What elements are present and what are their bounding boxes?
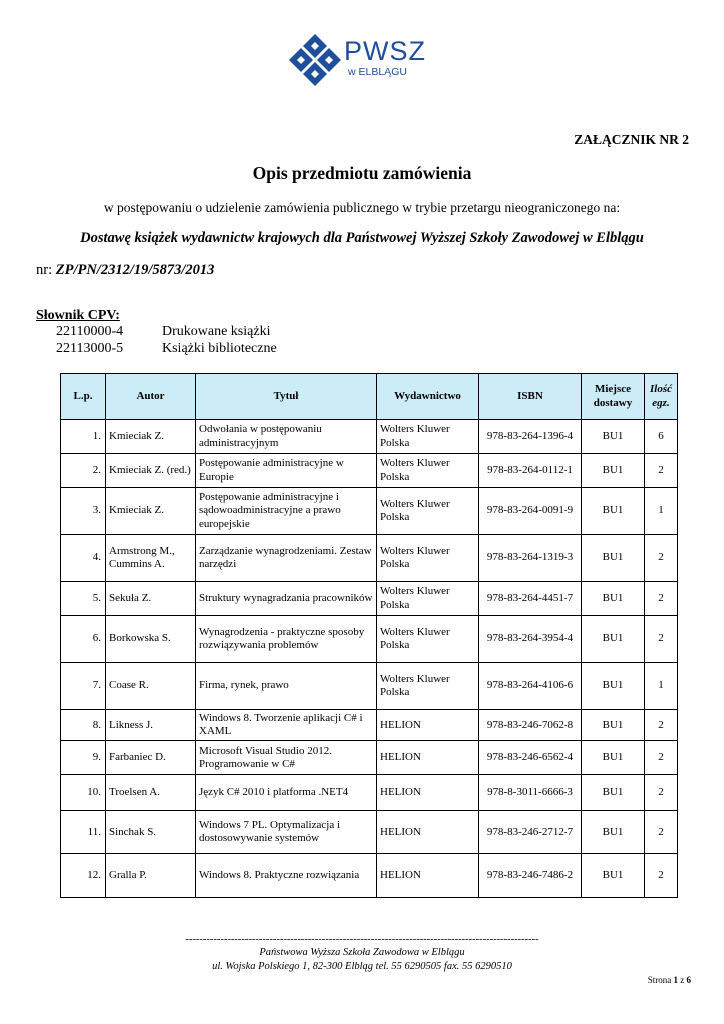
table-row (61, 854, 678, 898)
row-author: Kmieciak Z. (106, 488, 196, 535)
row-qty: 1 (645, 488, 678, 535)
row-isbn: 978-83-264-1396-4 (479, 420, 582, 454)
footer-institution: Państwowa Wyższa Szkoła Zawodowa w Elblągu (259, 947, 465, 958)
row-isbn: 978-83-264-0112-1 (479, 454, 582, 488)
row-title: Windows 8. Praktyczne rozwiązania (196, 854, 377, 898)
row-lp: 6. (61, 616, 106, 663)
row-author: Borkowska S. (106, 616, 196, 663)
row-title: Windows 7 PL. Optymalizacja i dostosowywanie systemów (196, 811, 377, 854)
row-qty: 2 (645, 582, 678, 616)
row-place: BU1 (582, 811, 645, 854)
row-author: Gralla P. (106, 854, 196, 898)
cpv-code: 22113000-5 (56, 341, 124, 356)
row-author: Farbaniec D. (106, 741, 196, 775)
pwsz-logo-mark-icon (287, 30, 343, 92)
row-lp: 4. (61, 535, 106, 582)
row-place: BU1 (582, 420, 645, 454)
row-lp: 7. (61, 663, 106, 710)
table-row (61, 488, 678, 535)
row-isbn: 978-83-264-4451-7 (479, 582, 582, 616)
row-title: Microsoft Visual Studio 2012. Programowanie w C# (196, 741, 377, 775)
row-lp: 8. (61, 710, 106, 741)
row-title: Język C# 2010 i platforma .NET4 (196, 775, 377, 811)
table-row (61, 710, 678, 741)
column-header-isbn: ISBN (479, 374, 582, 420)
cpv-description: Książki biblioteczne (162, 341, 277, 356)
row-lp: 11. (61, 811, 106, 854)
table-row (61, 741, 678, 775)
row-isbn: 978-83-246-6562-4 (479, 741, 582, 775)
subject-text: Dostawę książek wydawnictw krajowych dla Państwowej Wyższej Szkoły Zawodowej w Elblągu (80, 230, 644, 246)
table-row (61, 420, 678, 454)
row-title: Postępowanie administracyjne i sądowoadministracyjne a prawo europejskie (196, 488, 377, 535)
row-publisher: Wolters Kluwer Polska (377, 454, 479, 488)
row-publisher: Wolters Kluwer Polska (377, 420, 479, 454)
row-qty: 6 (645, 420, 678, 454)
logo-name: PWSZ (344, 36, 426, 66)
pwsz-logo (287, 30, 437, 92)
row-publisher: Wolters Kluwer Polska (377, 616, 479, 663)
column-header-lp: L.p. (61, 374, 106, 420)
table-row (61, 616, 678, 663)
row-author: Armstrong M., Cummins A. (106, 535, 196, 582)
row-isbn: 978-83-264-4106-6 (479, 663, 582, 710)
row-author: Sekuła Z. (106, 582, 196, 616)
row-publisher: Wolters Kluwer Polska (377, 535, 479, 582)
row-title: Zarządzanie wynagrodzeniami. Zestaw narzędzi (196, 535, 377, 582)
row-author: Troelsen A. (106, 775, 196, 811)
table-row (61, 454, 678, 488)
row-publisher: Wolters Kluwer Polska (377, 663, 479, 710)
row-author: Kmieciak Z. (106, 420, 196, 454)
row-publisher: Wolters Kluwer Polska (377, 488, 479, 535)
row-title: Postępowanie administracyjne w Europie (196, 454, 377, 488)
row-place: BU1 (582, 616, 645, 663)
row-isbn: 978-83-264-1319-3 (479, 535, 582, 582)
row-publisher: HELION (377, 741, 479, 775)
cpv-title: Słownik CPV: (36, 308, 120, 323)
reference-number (36, 262, 214, 279)
row-lp: 3. (61, 488, 106, 535)
logo-subtitle: w ELBLĄGU (348, 66, 407, 78)
row-publisher: Wolters Kluwer Polska (377, 582, 479, 616)
table-row (61, 811, 678, 854)
row-qty: 2 (645, 811, 678, 854)
row-lp: 10. (61, 775, 106, 811)
page-current: 1 (673, 975, 678, 985)
row-title: Odwołania w postępowaniu administracyjnym (196, 420, 377, 454)
row-publisher: HELION (377, 775, 479, 811)
column-header-place: Miejsce dostawy (582, 374, 645, 420)
row-lp: 5. (61, 582, 106, 616)
row-isbn: 978-83-264-0091-9 (479, 488, 582, 535)
row-place: BU1 (582, 535, 645, 582)
row-place: BU1 (582, 741, 645, 775)
reference-number-label: nr: (36, 262, 53, 278)
row-isbn: 978-83-246-7486-2 (479, 854, 582, 898)
row-lp: 2. (61, 454, 106, 488)
row-qty: 2 (645, 741, 678, 775)
row-author: Likness J. (106, 710, 196, 741)
column-header-qty: Ilość egz. (645, 374, 678, 420)
items-table (60, 373, 678, 898)
row-place: BU1 (582, 775, 645, 811)
annex-label: ZAŁĄCZNIK NR 2 (574, 132, 689, 147)
row-title: Windows 8. Tworzenie aplikacji C# i XAML (196, 710, 377, 741)
row-title: Firma, rynek, prawo (196, 663, 377, 710)
intro-text: w postępowaniu o udzielenie zamówienia publicznego w trybie przetargu nieograniczonego na: (103, 200, 621, 215)
column-header-publisher: Wydawnictwo (377, 374, 479, 420)
table-row (61, 582, 678, 616)
reference-number-value: ZP/PN/2312/19/5873/2013 (55, 262, 215, 278)
footer-address: ul. Wojska Polskiego 1, 82-300 Elbląg tel. 55 6290505 fax. 55 6290510 (212, 961, 512, 972)
row-isbn: 978-83-246-2712-7 (479, 811, 582, 854)
row-title: Wynagrodzenia - praktyczne sposoby rozwiązywania problemów (196, 616, 377, 663)
page-total: 6 (686, 975, 691, 985)
row-lp: 1. (61, 420, 106, 454)
row-qty: 2 (645, 535, 678, 582)
table-row (61, 663, 678, 710)
row-isbn: 978-83-246-7062-8 (479, 710, 582, 741)
table-row (61, 535, 678, 582)
cpv-code: 22110000-4 (56, 324, 124, 339)
row-place: BU1 (582, 454, 645, 488)
document-title: Opis przedmiotu zamówienia (252, 163, 472, 183)
column-header-title: Tytuł (196, 374, 377, 420)
table-row (61, 775, 678, 811)
cpv-description: Drukowane książki (162, 324, 271, 339)
row-place: BU1 (582, 854, 645, 898)
row-author: Sinchak S. (106, 811, 196, 854)
column-header-author: Autor (106, 374, 196, 420)
row-place: BU1 (582, 710, 645, 741)
row-title: Struktury wynagradzania pracowników (196, 582, 377, 616)
page-label: Strona (647, 975, 672, 985)
row-place: BU1 (582, 582, 645, 616)
row-qty: 2 (645, 710, 678, 741)
row-qty: 2 (645, 616, 678, 663)
items-table-body (61, 420, 678, 898)
row-qty: 2 (645, 454, 678, 488)
row-author: Kmieciak Z. (red.) (106, 454, 196, 488)
table-header-row (61, 374, 678, 420)
row-publisher: HELION (377, 854, 479, 898)
row-qty: 2 (645, 775, 678, 811)
row-qty: 2 (645, 854, 678, 898)
row-author: Coase R. (106, 663, 196, 710)
footer-divider: ----------------------------------------------------------------------------------------------------- (185, 934, 539, 945)
row-lp: 9. (61, 741, 106, 775)
row-publisher: HELION (377, 811, 479, 854)
row-place: BU1 (582, 663, 645, 710)
row-isbn: 978-8-3011-6666-3 (479, 775, 582, 811)
page-separator: z (680, 975, 685, 985)
page-number (648, 975, 691, 985)
row-place: BU1 (582, 488, 645, 535)
row-publisher: HELION (377, 710, 479, 741)
row-qty: 1 (645, 663, 678, 710)
row-isbn: 978-83-264-3954-4 (479, 616, 582, 663)
row-lp: 12. (61, 854, 106, 898)
